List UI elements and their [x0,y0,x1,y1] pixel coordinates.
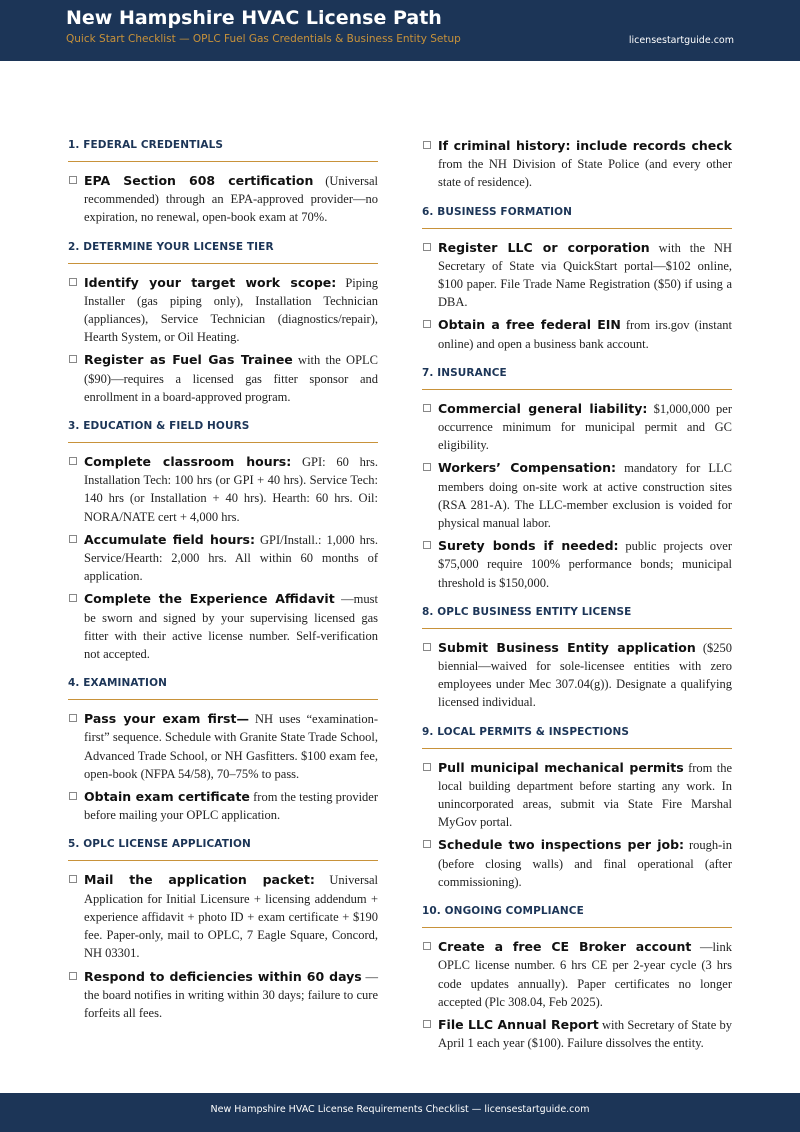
item-lead: EPA Section 608 certification [84,173,314,188]
checkbox[interactable] [423,243,431,251]
item-text: —must be sworn and signed by your supervising licensed gas fitter with their active license number. Self-verification not accepted. [84,592,378,662]
checkbox[interactable] [69,355,77,363]
checklist-items [68,710,378,824]
item-lead: Schedule two inspections per job: [438,837,685,853]
checkbox[interactable] [69,594,77,602]
checklist-item [422,137,732,192]
item-text: ($250 biennial—waived for sole-licensee entities with zero employees under Mec 307.04(g)). Designate a qualifying licensed individual. [438,640,732,710]
checkbox[interactable] [423,141,431,149]
site-name: licensestartguide.com [628,35,734,46]
checklist-section-5-oplc-license-application [68,836,378,1022]
checklist-items [422,759,732,891]
checklist-item [422,759,732,832]
checklist-item [68,968,378,1023]
item-lead: Accumulate field hours: [84,531,255,547]
checklist-item [68,710,378,783]
checkbox[interactable] [69,714,77,722]
item-lead: Identify your target work scope: [84,274,337,290]
item-lead: Register as Fuel Gas Trainee [84,352,293,368]
section-heading: 3. EDUCATION & FIELD HOURS [68,418,378,443]
checklist-item [422,316,732,352]
checklist-items [422,400,732,592]
item-text: mandatory for LLC members doing on-site work at active construction sites (RSA 281-A). The LLC-member exclusion is voided for physical manual labor. [438,461,732,531]
checkbox[interactable] [69,535,77,543]
section-heading: 9. LOCAL PERMITS & INSPECTIONS [422,724,732,749]
section-heading: 6. BUSINESS FORMATION [422,204,732,229]
checklist-items [68,453,378,663]
checkbox[interactable] [423,320,431,328]
item-lead: Complete the Experience Affidavit [84,591,335,607]
checklist-section-4-examination [68,675,378,824]
checklist-items [68,871,378,1022]
checklist-items [68,172,378,227]
item-lead: Obtain exam certificate [84,789,250,805]
section-heading: 10. ONGOING COMPLIANCE [422,903,732,928]
item-lead: Respond to deficiencies within 60 days [84,968,362,984]
item-lead: Surety bonds if needed: [438,538,619,554]
checklist-item [68,871,378,962]
checkbox[interactable] [423,840,431,848]
checkbox[interactable] [423,404,431,412]
item-text: rough-in (before closing walls) and final operational (after commissioning). [438,838,732,889]
checkbox[interactable] [423,763,431,771]
item-text: with Secretary of State by April 1 each year ($100). Failure dissolves the entity. [438,1017,732,1051]
checklist-item [422,938,732,1011]
checklist-section-9-local-permits-inspections [422,724,732,891]
checklist-item [422,400,732,455]
checkbox[interactable] [69,972,77,980]
checklist-item [68,172,378,227]
item-lead: Mail the application packet: [84,872,315,888]
section-heading: 1. FEDERAL CREDENTIALS [68,137,378,162]
item-lead: If criminal history: include records check [438,138,732,153]
item-lead: File LLC Annual Report [438,1016,599,1032]
item-lead: Commercial general liability: [438,400,648,416]
item-text: —the board notifies in writing within 30 days; failure to cure forfeits all fees. [84,969,379,1020]
item-text: NH uses “examination-first” sequence. Schedule with Granite State Trade School, Advanced Trade School, or NH Gasfitters. $100 exam fee, open-book (NFPA 54/58), 70–75% to pass. [84,712,379,781]
item-text: from irs.gov (instant online) and open a business bank account. [438,318,732,351]
item-lead: Create a free CE Broker account [438,939,692,955]
section-heading: 7. INSURANCE [422,365,732,390]
item-lead: Pull municipal mechanical permits [438,759,684,775]
section-heading: 8. OPLC BUSINESS ENTITY LICENSE [422,604,732,629]
checkbox[interactable] [423,1020,431,1028]
checklist-item [68,590,378,663]
page-title: New Hampshire HVAC License Path [66,7,442,29]
item-text: Universal Application for Initial Licensure + licensing addendum + experience affidavit + photo ID + exam certificate + $190 fee. Paper-only, mail to OPLC, 7 Eagle Square, Concord, NH 03301. [84,873,378,961]
item-text: with the OPLC ($90)—requires a licensed gas fitter sponsor and enrollment in a board-approved program. [84,353,378,404]
checkbox[interactable] [69,875,77,883]
checklist-item [68,274,378,347]
checklist-section-7-insurance [422,365,732,592]
checkbox[interactable] [423,942,431,950]
checklist-item [68,453,378,526]
right-column [422,137,732,1064]
checklist-section-10-ongoing-compliance [422,903,732,1052]
item-text: public projects over $75,000 require 100% performance bonds; municipal threshold is $150,000. [438,539,732,590]
item-text: $1,000,000 per occurrence minimum for municipal permit and GC eligibility. [438,401,732,453]
item-text: GPI/Install.: 1,000 hrs. Service/Hearth: 2,000 hrs. All within 60 months of application. [84,532,378,584]
checklist-section-1-federal-credentials [68,137,378,227]
page-header [0,0,800,61]
page-footer [0,1093,800,1132]
item-lead: Complete classroom hours: [84,454,292,470]
checkbox[interactable] [69,457,77,465]
checklist-section-6-business-formation [422,204,732,353]
item-text: Piping Installer (gas piping only), Installation Technician (appliances), Service Technician (diagnostics/repair), Hearth System, or Oil Heating. [84,275,379,345]
checklist-items [68,274,378,406]
checkbox[interactable] [69,792,77,800]
checklist-item [422,836,732,891]
item-text: from the testing provider before mailing your OPLC application. [84,790,379,823]
checklist-item [68,531,378,586]
item-text: from the local building department before starting any work. In unincorporated areas, submit via State Fire Marshal MyGov portal. [438,760,732,830]
checklist-items [422,239,732,353]
checkbox[interactable] [69,176,77,184]
checklist-item [422,639,732,712]
checklist-section-2-determine-your-license-tier [68,239,378,406]
footer-text: New Hampshire HVAC License Requirements Checklist — licensestartguide.com [210,1104,590,1115]
left-column [68,137,378,1034]
page-subtitle: Quick Start Checklist — OPLC Fuel Gas Credentials & Business Entity Setup [66,33,461,45]
checklist-item [422,537,732,592]
item-text: —link OPLC license number. 6 hrs CE per 2-year cycle (3 hrs code updates annually). Paper certificates no longer accepted (Plc 308.04, Feb 2025). [438,940,733,1009]
checkbox[interactable] [423,643,431,651]
checklist-item [68,788,378,824]
checklist-items [422,938,732,1052]
checklist-item [68,351,378,406]
checklist-items [422,137,732,192]
section-heading: 2. DETERMINE YOUR LICENSE TIER [68,239,378,264]
item-lead: Pass your exam first— [84,711,249,727]
checklist-item [422,239,732,312]
checklist-section-continued [422,137,732,192]
checklist-items [422,639,732,712]
checklist-section-8-oplc-business-entity-license [422,604,732,712]
item-text: with the NH Secretary of State via QuickStart portal—$102 online, $100 paper. File Trade Name Registration ($50) if using a DBA. [438,240,732,310]
section-heading: 5. OPLC LICENSE APPLICATION [68,836,378,861]
checklist-item [422,459,732,532]
checkbox[interactable] [423,463,431,471]
checklist-section-3-education-field-hours [68,418,378,663]
item-lead: Obtain a free federal EIN [438,317,621,333]
item-lead: Submit Business Entity application [438,639,696,655]
item-text: GPI: 60 hrs. Installation Tech: 100 hrs (or GPI + 40 hrs). Service Tech: 140 hrs (or Installation + 40 hrs). Hearth: 60 hrs. Oil: NORA/NATE cert + 4,000 hrs. [84,455,378,524]
item-text: from the NH Division of State Police (and every other state of residence). [438,157,732,190]
item-text: (Universal recommended) through an EPA-approved provider—no expiration, no renewal, open-book exam at 70%. [84,174,378,225]
checkbox[interactable] [423,541,431,549]
item-lead: Register LLC or corporation [438,239,650,255]
item-lead: Workers’ Compensation: [438,460,616,476]
section-heading: 4. EXAMINATION [68,675,378,700]
checkbox[interactable] [69,278,77,286]
checklist-item [422,1016,732,1052]
